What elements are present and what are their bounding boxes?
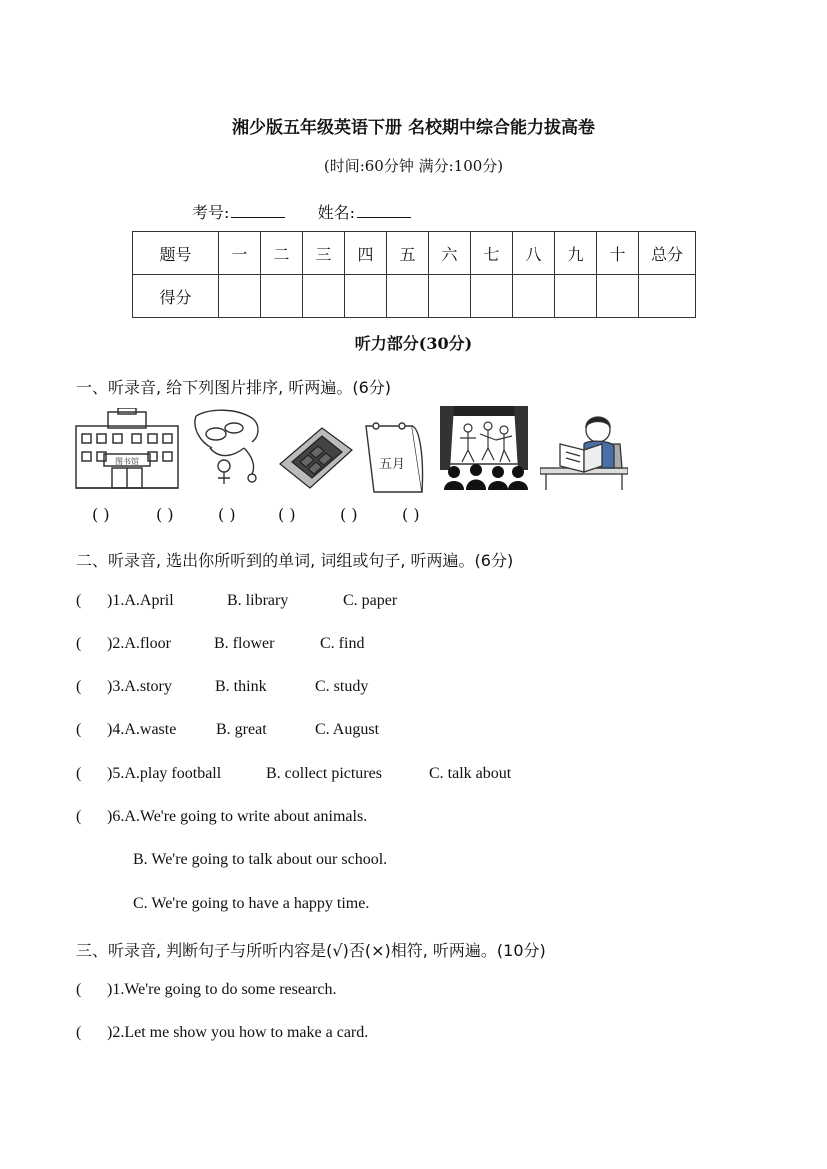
open-paren[interactable]: (: [76, 981, 82, 998]
score-cell[interactable]: [555, 275, 597, 318]
table-cell: 三: [303, 232, 345, 275]
open-paren[interactable]: (: [76, 1024, 82, 1041]
necklace-icon: [190, 408, 266, 496]
table-cell: 八: [513, 232, 555, 275]
answer-paren[interactable]: ( ): [340, 505, 358, 524]
open-paren[interactable]: (: [76, 721, 82, 738]
section3-title: 三、听录音, 判断句子与所听内容是(√)否(×)相符, 听两遍。(10分): [76, 941, 546, 960]
score-table: [132, 231, 696, 318]
calendar-icon: [362, 418, 426, 498]
page-title: 湘少版五年级英语下册 名校期中综合能力拔高卷: [232, 118, 595, 138]
score-cell[interactable]: [261, 275, 303, 318]
open-paren[interactable]: (: [76, 678, 82, 695]
score-cell[interactable]: [513, 275, 555, 318]
open-paren[interactable]: (: [76, 808, 82, 825]
name-label: 姓名:: [317, 203, 355, 222]
table-cell: 得分: [133, 275, 219, 318]
open-paren[interactable]: (: [76, 765, 82, 782]
open-paren[interactable]: (: [76, 592, 82, 609]
table-cell: 题号: [133, 232, 219, 275]
option-c: C. We're going to have a happy time.: [133, 895, 370, 912]
table-cell: 十: [597, 232, 639, 275]
option-b: B. great: [216, 721, 267, 738]
question-2: )2.A.floor: [107, 635, 171, 652]
judge-question-2: )2.Let me show you how to make a card.: [107, 1024, 369, 1041]
table-cell: 九: [555, 232, 597, 275]
table-cell: 二: [261, 232, 303, 275]
table-cell: 五: [387, 232, 429, 275]
name-blank[interactable]: [357, 217, 411, 218]
school-building-icon: [74, 408, 180, 494]
listening-heading: 听力部分(30分): [354, 334, 473, 353]
option-b: B. library: [227, 592, 289, 609]
theater-stage-icon: [440, 406, 528, 494]
score-cell[interactable]: [387, 275, 429, 318]
question-6: )6.A.We're going to write about animals.: [107, 808, 368, 825]
table-cell: 六: [429, 232, 471, 275]
answer-paren[interactable]: ( ): [92, 505, 110, 524]
option-c: C. talk about: [429, 765, 512, 782]
option-c: C. study: [315, 678, 369, 695]
option-b: B. flower: [214, 635, 275, 652]
answer-paren[interactable]: ( ): [218, 505, 236, 524]
table-cell: 总分: [639, 232, 696, 275]
option-b: B. think: [215, 678, 267, 695]
score-table-score-row: [133, 275, 696, 318]
option-c: C. August: [315, 721, 380, 738]
score-cell[interactable]: [429, 275, 471, 318]
chocolate-bar-icon: [278, 424, 354, 494]
question-4: )4.A.waste: [107, 721, 177, 738]
option-b: B. We're going to talk about our school.: [133, 851, 388, 868]
score-cell[interactable]: [303, 275, 345, 318]
section2-title: 二、听录音, 选出你所听到的单词, 词组或句子, 听两遍。(6分): [76, 551, 514, 570]
calendar-month: 五月: [378, 457, 406, 472]
score-cell[interactable]: [219, 275, 261, 318]
option-b: B. collect pictures: [266, 765, 382, 782]
score-cell[interactable]: [597, 275, 639, 318]
judge-question-1: )1.We're going to do some research.: [107, 981, 337, 998]
score-cell[interactable]: [471, 275, 513, 318]
exam-no-label: 考号:: [192, 203, 230, 222]
table-cell: 七: [471, 232, 513, 275]
option-c: C. find: [320, 635, 365, 652]
boy-reading-icon: [540, 410, 628, 494]
question-1: )1.A.April: [107, 592, 174, 609]
answer-paren[interactable]: ( ): [278, 505, 296, 524]
answer-paren[interactable]: ( ): [156, 505, 174, 524]
exam-info: (时间:60分钟 满分:100分): [323, 157, 504, 175]
library-sign: 图书馆: [115, 457, 139, 466]
table-cell: 四: [345, 232, 387, 275]
score-table-header-row: [133, 232, 696, 275]
question-5: )5.A.play football: [107, 765, 222, 782]
question-3: )3.A.story: [107, 678, 172, 695]
section1-title: 一、听录音, 给下列图片排序, 听两遍。(6分): [76, 378, 392, 397]
option-c: C. paper: [343, 592, 398, 609]
answer-paren[interactable]: ( ): [402, 505, 420, 524]
student-fields: [192, 200, 411, 223]
score-cell[interactable]: [345, 275, 387, 318]
table-cell: 一: [219, 232, 261, 275]
open-paren[interactable]: (: [76, 635, 82, 652]
exam-no-blank[interactable]: [231, 217, 285, 218]
score-cell[interactable]: [639, 275, 696, 318]
